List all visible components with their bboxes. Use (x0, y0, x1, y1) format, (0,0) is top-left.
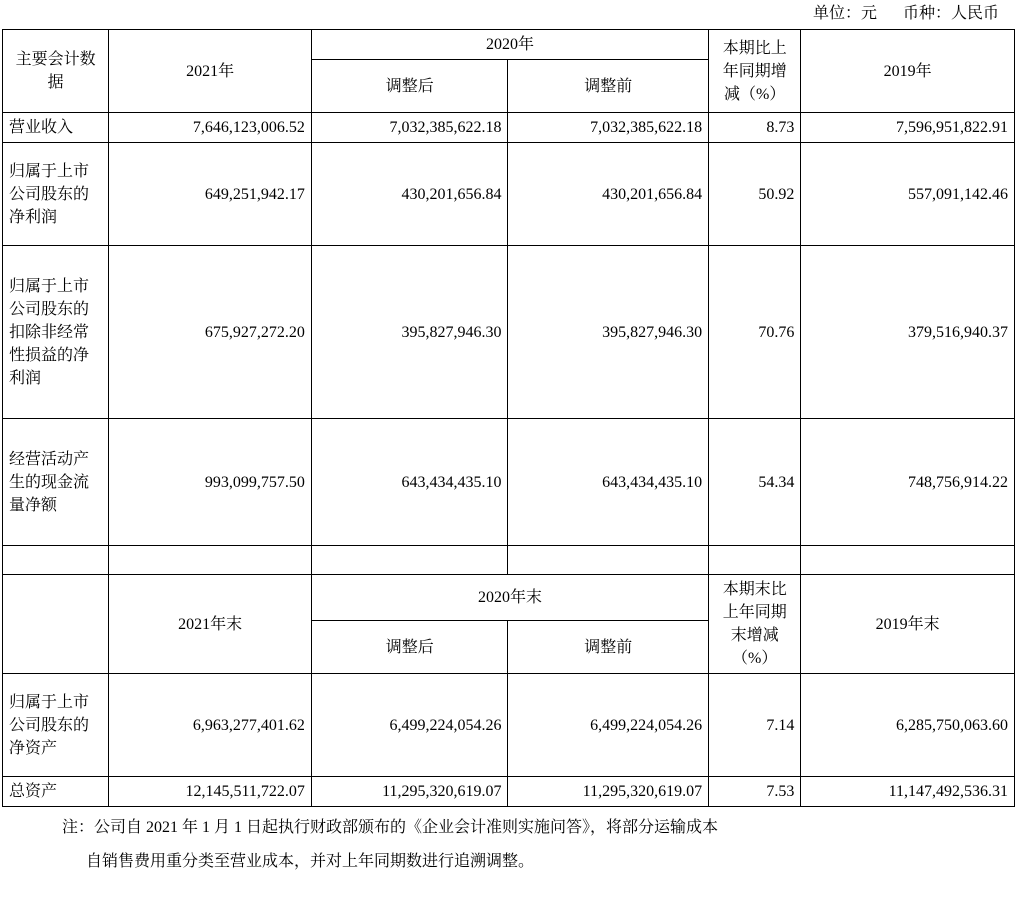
table1-change-header: 本期比上年同期增减（%） (709, 30, 801, 113)
table2-group-2020-header: 2020年末 (311, 575, 708, 621)
row-value-2021: 7,646,123,006.52 (109, 113, 312, 143)
table-row (3, 419, 1015, 546)
table-separator-row (3, 546, 1015, 575)
table2-subheader-adjusted: 调整后 (311, 621, 508, 674)
table2-change-header: 本期末比上年同期末增减（%） (709, 575, 801, 674)
row-value-2021: 6,963,277,401.62 (109, 674, 312, 777)
row-value-2020-pre-adjust: 643,434,435.10 (508, 419, 709, 546)
row-value-2020-adjusted: 395,827,946.30 (311, 246, 508, 419)
row-value-2019: 379,516,940.37 (801, 246, 1015, 419)
main-financial-data-table (2, 29, 1015, 807)
table1-subheader-pre-adjust: 调整前 (508, 60, 709, 113)
row-value-change: 50.92 (709, 143, 801, 246)
table2-col-2021-header: 2021年末 (109, 575, 312, 674)
row-value-2021: 649,251,942.17 (109, 143, 312, 246)
currency-label: 币种：人民币 (902, 5, 999, 22)
row-value-2021: 675,927,272.20 (109, 246, 312, 419)
row-value-change: 70.76 (709, 246, 801, 419)
row-label: 经营活动产生的现金流量净额 (3, 419, 109, 546)
row-value-2021: 993,099,757.50 (109, 419, 312, 546)
table1-subheader-adjusted: 调整后 (311, 60, 508, 113)
row-value-2021: 12,145,511,722.07 (109, 777, 312, 807)
row-value-2019: 11,147,492,536.31 (801, 777, 1015, 807)
separator-cell (311, 546, 508, 575)
row-value-2019: 6,285,750,063.60 (801, 674, 1015, 777)
unit-label: 单位：元 (812, 5, 877, 22)
separator-cell (109, 546, 312, 575)
row-value-2020-adjusted: 11,295,320,619.07 (311, 777, 508, 807)
row-value-change: 7.14 (709, 674, 801, 777)
row-value-2020-pre-adjust: 395,827,946.30 (508, 246, 709, 419)
separator-cell (709, 546, 801, 575)
row-label: 总资产 (3, 777, 109, 807)
row-value-2020-adjusted: 7,032,385,622.18 (311, 113, 508, 143)
row-label: 归属于上市公司股东的净资产 (3, 674, 109, 777)
row-value-change: 54.34 (709, 419, 801, 546)
row-value-2020-adjusted: 6,499,224,054.26 (311, 674, 508, 777)
row-value-2019: 557,091,142.46 (801, 143, 1015, 246)
row-value-change: 8.73 (709, 113, 801, 143)
row-label: 营业收入 (3, 113, 109, 143)
row-value-change: 7.53 (709, 777, 801, 807)
row-label: 归属于上市公司股东的扣除非经常性损益的净利润 (3, 246, 109, 419)
separator-cell (508, 546, 709, 575)
table-row (3, 143, 1015, 246)
table1-col-2019-header: 2019年 (801, 30, 1015, 113)
row-value-2019: 7,596,951,822.91 (801, 113, 1015, 143)
table1-group-2020-header: 2020年 (311, 30, 708, 60)
unit-currency-line (0, 0, 1017, 29)
table1-col-2021-header: 2021年 (109, 30, 312, 113)
table-row (3, 113, 1015, 143)
table2-header-row-1 (3, 575, 1015, 621)
table2-col0-header (3, 575, 109, 674)
table2-subheader-pre-adjust: 调整前 (508, 621, 709, 674)
row-value-2020-pre-adjust: 430,201,656.84 (508, 143, 709, 246)
row-value-2020-pre-adjust: 6,499,224,054.26 (508, 674, 709, 777)
row-label: 归属于上市公司股东的净利润 (3, 143, 109, 246)
separator-cell (3, 546, 109, 575)
table-row (3, 777, 1015, 807)
row-value-2020-pre-adjust: 7,032,385,622.18 (508, 113, 709, 143)
footnote-line-1: 注：公司自 2021 年 1 月 1 日起执行财政部颁布的《企业会计准则实施问答》，将部分运输成本 (62, 819, 719, 836)
row-value-2020-pre-adjust: 11,295,320,619.07 (508, 777, 709, 807)
separator-cell (801, 546, 1015, 575)
table1-col0-header: 主要会计数据 (3, 30, 109, 113)
table2-col-2019-header: 2019年末 (801, 575, 1015, 674)
table-row (3, 674, 1015, 777)
footnote-line-2: 自销售费用重分类至营业成本，并对上年同期数进行追溯调整。 (86, 853, 535, 870)
row-value-2019: 748,756,914.22 (801, 419, 1015, 546)
row-value-2020-adjusted: 430,201,656.84 (311, 143, 508, 246)
table-row (3, 246, 1015, 419)
table1-header-row-1 (3, 30, 1015, 60)
row-value-2020-adjusted: 643,434,435.10 (311, 419, 508, 546)
